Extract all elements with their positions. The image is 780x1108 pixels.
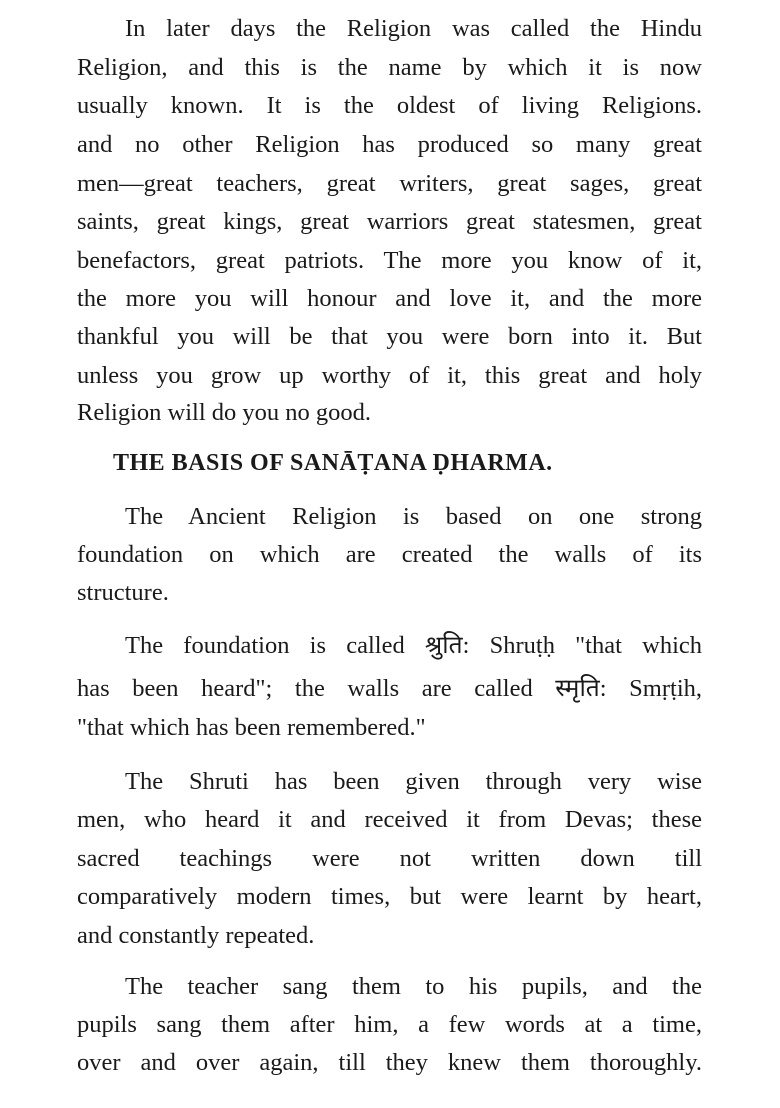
text-line: The Ancient Religion is based on one strong [125, 503, 702, 530]
text-line: saints, great kings, great warriors great statesmen, great [77, 208, 702, 235]
text-line: and no other Religion has produced so many great [77, 131, 702, 158]
text-line: foundation on which are created the walls of its [77, 541, 702, 568]
text-line: Religion will do you no good. [77, 399, 371, 426]
text-line: thankful you will be that you were born into it. But [77, 323, 702, 350]
text-line: usually known. It is the oldest of living Religions. [77, 92, 702, 119]
text-line: and constantly repeated. [77, 922, 315, 949]
text-line: comparatively modern times, but were learnt by heart, [77, 883, 702, 910]
text-line: men—great teachers, great writers, great sages, great [77, 170, 702, 197]
text-line: The teacher sang them to his pupils, and the [125, 973, 702, 1000]
text-line: In later days the Religion was called the Hindu [125, 15, 702, 42]
text-line: pupils sang them after him, a few words at a time, [77, 1011, 702, 1038]
text-line: "that which has been remembered." [77, 714, 426, 741]
text-line: The foundation is called श्रुति: Shruṭḥ "that which [125, 632, 702, 659]
text-line: men, who heard it and received it from Devas; these [77, 806, 702, 833]
text-line: unless you grow up worthy of it, this great and holy [77, 362, 702, 389]
section-heading: THE BASIS OF SANĀṬANA ḌHARMA. [113, 450, 553, 476]
text-line: structure. [77, 579, 169, 606]
text-line: The Shruti has been given through very wise [125, 768, 702, 795]
text-line: benefactors, great patriots. The more you know of it, [77, 247, 702, 274]
text-line: has been heard"; the walls are called स्मृति: Smṛṭih, [77, 675, 702, 702]
text-line: the more you will honour and love it, and the more [77, 285, 702, 312]
text-line: sacred teachings were not written down till [77, 845, 702, 872]
text-line: Religion, and this is the name by which it is now [77, 54, 702, 81]
text-line: over and over again, till they knew them thoroughly. [77, 1049, 702, 1076]
